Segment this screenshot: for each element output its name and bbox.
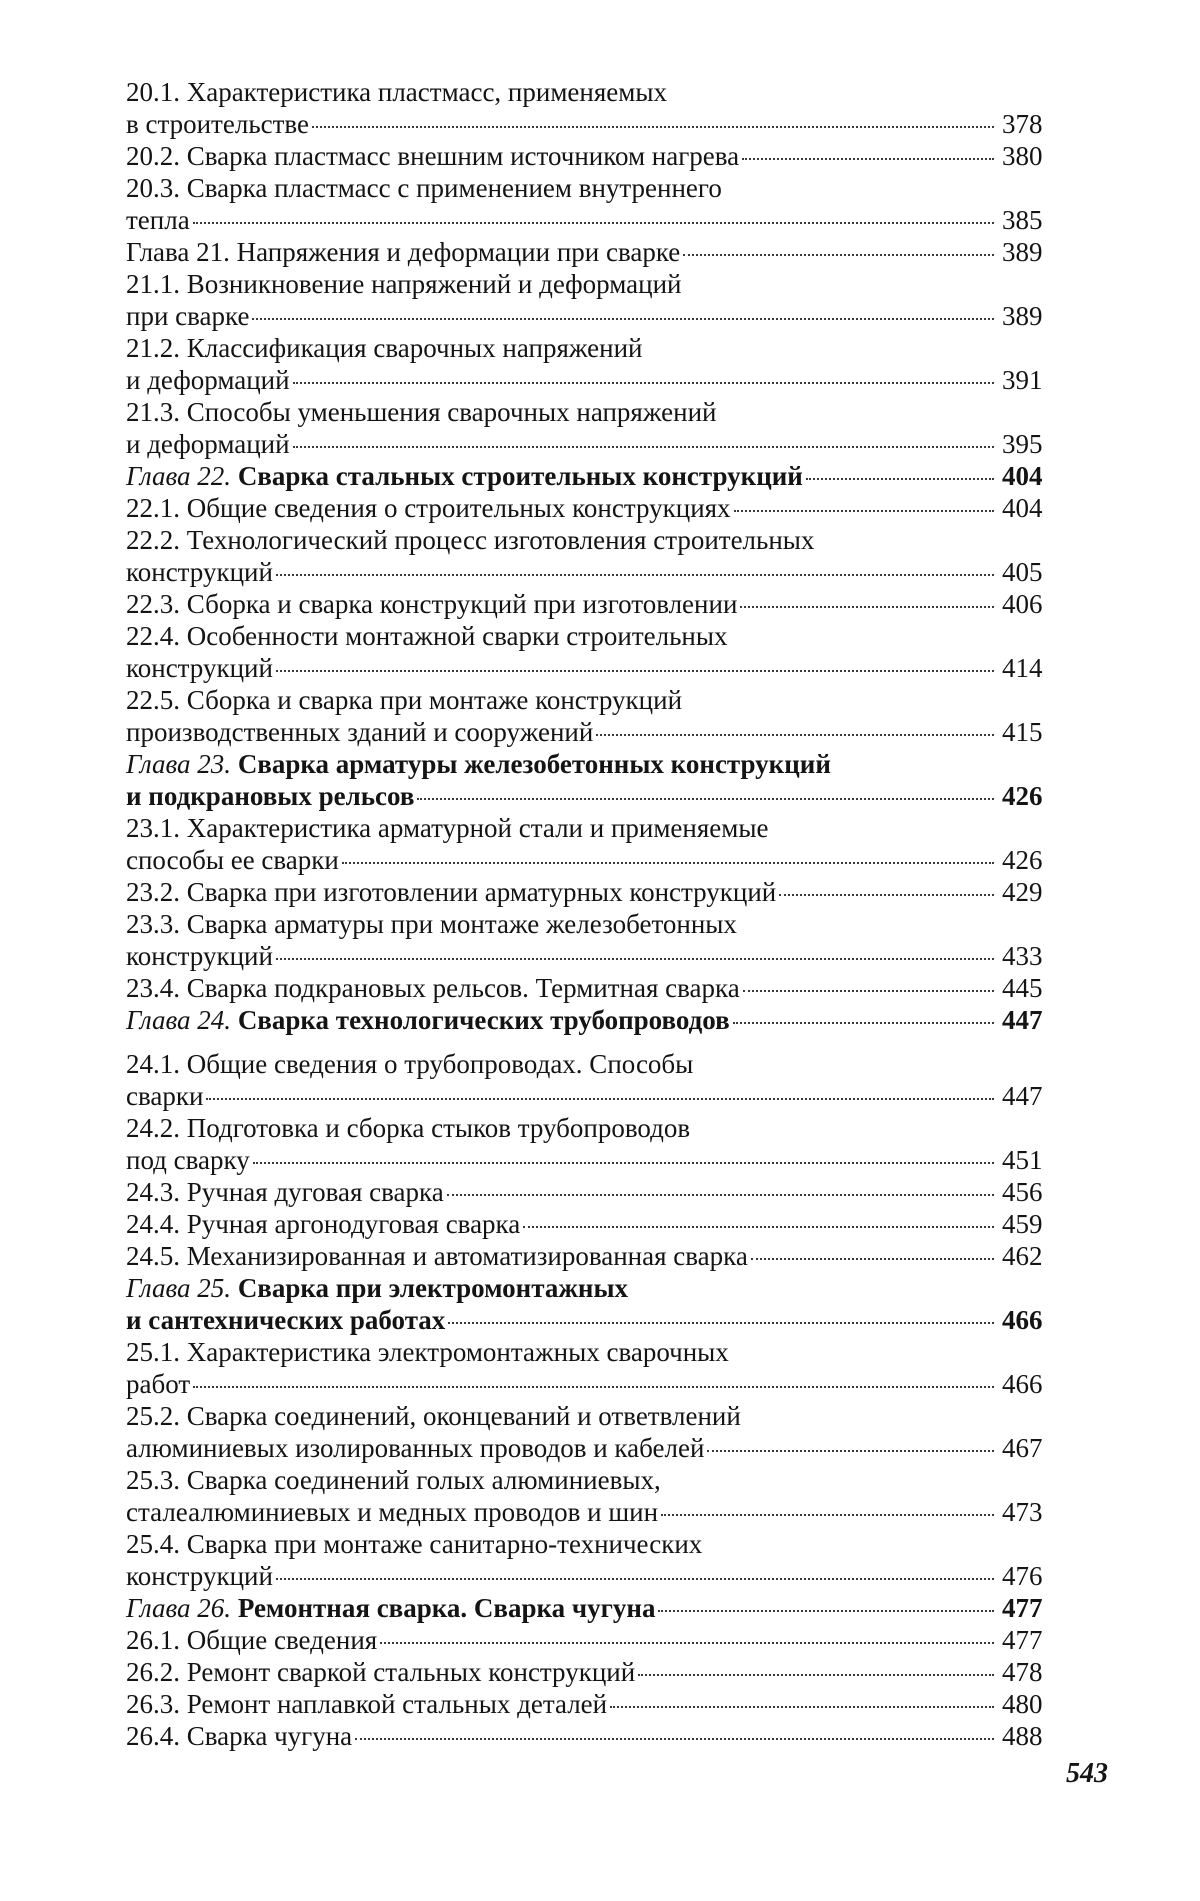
toc-entry-line xyxy=(126,1400,1056,1432)
toc-section-entry xyxy=(126,876,1056,908)
dot-leader xyxy=(658,1610,994,1612)
toc-entry-line xyxy=(126,1720,1056,1752)
toc-page-ref: 476 xyxy=(1002,1561,1043,1591)
dot-leader xyxy=(276,574,994,576)
toc-entry-title: Сварка пластмасс внешним источником нагрева xyxy=(186,141,740,171)
toc-page-ref: 445 xyxy=(1002,973,1043,1003)
toc-section-entry xyxy=(126,1240,1056,1272)
toc-entry-title: Классификация сварочных напряжений xyxy=(186,333,643,363)
toc-section-entry xyxy=(126,1656,1056,1688)
toc-entry-line xyxy=(126,172,1056,204)
toc-page-ref: 385 xyxy=(1002,205,1043,235)
toc-entry-line xyxy=(126,300,1056,332)
dot-leader xyxy=(293,382,994,384)
toc-entry-title: Ремонтная сварка. Сварка чугуна xyxy=(237,1593,656,1623)
toc-entry-title: под сварку xyxy=(126,1145,250,1175)
toc-chapter-entry xyxy=(126,1272,1056,1336)
dot-leader xyxy=(252,318,994,320)
section-number: 22.2. xyxy=(126,525,180,555)
toc-section-entry xyxy=(126,1688,1056,1720)
toc-section-entry xyxy=(126,972,1056,1004)
toc-page-ref: 466 xyxy=(1002,1369,1043,1399)
dot-leader xyxy=(733,1022,994,1024)
toc-entry-line xyxy=(126,844,1056,876)
toc-entry-title: Ручная дуговая сварка xyxy=(186,1177,444,1207)
toc-section-entry xyxy=(126,1176,1056,1208)
toc-page-ref: 391 xyxy=(1002,365,1043,395)
toc-entry-line xyxy=(126,1464,1056,1496)
toc-entry-title: Общие сведения xyxy=(186,1625,378,1655)
toc-section-entry xyxy=(126,1624,1056,1656)
toc-entry-title: Ремонт сваркой стальных конструкций xyxy=(186,1657,636,1687)
toc-entry-line xyxy=(126,652,1056,684)
table-of-contents xyxy=(126,76,1056,1752)
toc-page-ref: 456 xyxy=(1002,1177,1043,1207)
toc-entry-title: Сварка соединений голых алюминиевых, xyxy=(186,1465,661,1495)
toc-entry-line xyxy=(126,396,1056,428)
toc-entry-title: Способы уменьшения сварочных напряжений xyxy=(186,397,717,427)
toc-entry-line xyxy=(126,716,1056,748)
toc-page-ref: 405 xyxy=(1002,557,1043,587)
toc-entry-title: Особенности монтажной сварки строительных xyxy=(186,621,728,651)
section-number: 24.2. xyxy=(126,1113,180,1143)
section-number: 26.1. xyxy=(126,1625,180,1655)
toc-entry-line xyxy=(126,332,1056,364)
dot-leader xyxy=(342,862,994,864)
toc-entry-title: конструкций xyxy=(126,941,273,971)
toc-page-ref: 447 xyxy=(1002,1005,1043,1035)
toc-entry-line xyxy=(126,140,1056,172)
toc-entry-title: Сварка подкрановых рельсов. Термитная сварка xyxy=(186,973,740,1003)
toc-entry-line xyxy=(126,1528,1056,1560)
toc-page-ref: 447 xyxy=(1002,1081,1043,1111)
dot-leader xyxy=(742,158,994,160)
section-number: 20.1. xyxy=(126,77,180,107)
toc-entry-title: при сварке xyxy=(126,301,250,331)
toc-entry-line xyxy=(126,1336,1056,1368)
section-number: 25.3. xyxy=(126,1465,180,1495)
toc-entry-line xyxy=(126,748,1056,780)
chapter-number: Глава 25. xyxy=(126,1273,232,1303)
toc-page-ref: 467 xyxy=(1002,1433,1043,1463)
toc-entry-title: производственных зданий и сооружений xyxy=(126,717,594,747)
section-number: 21.2. xyxy=(126,333,180,363)
section-number: 24.3. xyxy=(126,1177,180,1207)
dot-leader xyxy=(596,734,994,736)
chapter-number: Глава 26. xyxy=(126,1593,232,1623)
toc-entry-title: способы ее сварки xyxy=(126,845,339,875)
toc-entry-title: Ручная аргонодуговая сварка xyxy=(186,1209,521,1239)
toc-entry-title: работ xyxy=(126,1369,191,1399)
section-number: 23.1. xyxy=(126,813,180,843)
toc-entry-title: в строительстве xyxy=(126,109,309,139)
toc-page-ref: 473 xyxy=(1002,1497,1043,1527)
section-number: 25.1. xyxy=(126,1337,180,1367)
section-number: 24.5. xyxy=(126,1241,180,1271)
toc-chapter-entry xyxy=(126,1004,1056,1036)
dot-leader xyxy=(638,1674,994,1676)
toc-page-ref: 389 xyxy=(1002,237,1043,267)
dot-leader xyxy=(276,1578,994,1580)
toc-entry-line xyxy=(126,972,1056,1004)
toc-page-ref: 488 xyxy=(1002,1721,1043,1751)
toc-entry-line xyxy=(126,1368,1056,1400)
dot-leader xyxy=(523,1226,994,1228)
toc-entry-line xyxy=(126,492,1056,524)
toc-entry-title: Сварка при электромонтажных xyxy=(237,1273,629,1303)
toc-entry-title: Возникновение напряжений и деформаций xyxy=(186,269,682,299)
toc-entry-line xyxy=(126,1240,1056,1272)
section-number: 26.4. xyxy=(126,1721,180,1751)
toc-section-entry xyxy=(126,76,1056,140)
section-number: 25.2. xyxy=(126,1401,180,1431)
toc-entry-line xyxy=(126,684,1056,716)
toc-entry-line xyxy=(126,1592,1056,1624)
toc-entry-title: Характеристика пластмасс, применяемых xyxy=(186,77,667,107)
toc-entry-title: Ремонт наплавкой стальных деталей xyxy=(186,1689,608,1719)
section-number: 23.2. xyxy=(126,877,180,907)
toc-entry-line xyxy=(126,1560,1056,1592)
toc-section-entry xyxy=(126,620,1056,684)
toc-entry-title: Характеристика электромонтажных сварочных xyxy=(186,1337,729,1367)
section-number: 24.4. xyxy=(126,1209,180,1239)
section-number: 24.1. xyxy=(126,1049,180,1079)
dot-leader xyxy=(707,1450,994,1452)
toc-entry-line xyxy=(126,876,1056,908)
toc-section-entry xyxy=(126,588,1056,620)
toc-entry-title: Сварка стальных строительных конструкций xyxy=(237,461,803,491)
chapter-number: Глава 22. xyxy=(126,461,232,491)
toc-entry-line xyxy=(126,1304,1056,1336)
section-number: 26.2. xyxy=(126,1657,180,1687)
toc-entry-title: Характеристика арматурной стали и применяемые xyxy=(186,813,769,843)
section-number: 23.3. xyxy=(126,909,180,939)
toc-section-entry xyxy=(126,140,1056,172)
toc-page-ref: 451 xyxy=(1002,1145,1043,1175)
toc-entry-title: конструкций xyxy=(126,557,273,587)
dot-leader xyxy=(743,990,994,992)
dot-leader xyxy=(206,1098,994,1100)
toc-entry-line xyxy=(126,108,1056,140)
toc-section-entry xyxy=(126,1048,1056,1112)
toc-section-entry xyxy=(126,908,1056,972)
toc-entry-line xyxy=(126,556,1056,588)
toc-entry-line xyxy=(126,1004,1056,1036)
dot-leader xyxy=(417,798,994,800)
toc-entry-title: сварки xyxy=(126,1081,204,1111)
toc-page-ref: 378 xyxy=(1002,109,1043,139)
toc-page-ref: 459 xyxy=(1002,1209,1043,1239)
toc-page-ref: 426 xyxy=(1002,845,1043,875)
toc-section-entry xyxy=(126,332,1056,396)
section-number: 22.1. xyxy=(126,493,180,523)
toc-entry-line xyxy=(126,1688,1056,1720)
toc-entry-title: Сварка чугуна xyxy=(186,1721,353,1751)
toc-page-ref: 429 xyxy=(1002,877,1043,907)
toc-entry-title: тепла xyxy=(126,205,190,235)
toc-page-ref: 395 xyxy=(1002,429,1043,459)
section-number: 22.4. xyxy=(126,621,180,651)
toc-section-entry xyxy=(126,268,1056,332)
toc-page-ref: 466 xyxy=(1002,1305,1043,1335)
toc-entry-title: Сборка и сварка при монтаже конструкций xyxy=(186,685,683,715)
toc-section-entry xyxy=(126,684,1056,748)
toc-entry-title: Технологический процесс изготовления строительных xyxy=(186,525,815,555)
dot-leader xyxy=(447,1194,994,1196)
toc-entry-title: и сантехнических работах xyxy=(126,1305,446,1335)
toc-entry-line xyxy=(126,812,1056,844)
dot-leader xyxy=(380,1642,994,1644)
dot-leader xyxy=(293,446,994,448)
chapter-number: Глава 24. xyxy=(126,1005,232,1035)
toc-entry-line xyxy=(126,460,1056,492)
toc-entry-line xyxy=(126,588,1056,620)
section-number: 23.4. xyxy=(126,973,180,1003)
toc-page-ref: 426 xyxy=(1002,781,1043,811)
section-number: 20.2. xyxy=(126,141,180,171)
toc-entry-line xyxy=(126,1624,1056,1656)
dot-leader xyxy=(448,1322,994,1324)
dot-leader xyxy=(779,894,994,896)
section-number: 22.3. xyxy=(126,589,180,619)
toc-entry-line xyxy=(126,1112,1056,1144)
toc-entry-line xyxy=(126,1656,1056,1688)
toc-entry-title: и деформаций xyxy=(126,365,290,395)
section-number: 26.3. xyxy=(126,1689,180,1719)
toc-section-entry xyxy=(126,524,1056,588)
toc-entry-title: Сварка при монтаже санитарно-технических xyxy=(186,1529,703,1559)
toc-page-ref: 477 xyxy=(1002,1625,1043,1655)
dot-leader xyxy=(312,126,994,128)
toc-entry-line xyxy=(126,1080,1056,1112)
chapter-number: Глава 23. xyxy=(126,749,232,779)
section-number: 20.3. xyxy=(126,173,180,203)
dot-leader xyxy=(253,1162,994,1164)
toc-page-ref: 389 xyxy=(1002,301,1043,331)
toc-entry-line xyxy=(126,940,1056,972)
toc-entry-title: и деформаций xyxy=(126,429,290,459)
toc-section-entry xyxy=(126,812,1056,876)
toc-page-ref: 478 xyxy=(1002,1657,1043,1687)
dot-leader xyxy=(751,1258,994,1260)
toc-entry-line xyxy=(126,908,1056,940)
toc-page-ref: 462 xyxy=(1002,1241,1043,1271)
toc-chapter-entry xyxy=(126,748,1056,812)
toc-entry-line xyxy=(126,236,1056,268)
toc-entry-title: Сварка технологических трубопроводов xyxy=(237,1005,730,1035)
toc-chapter-entry xyxy=(126,460,1056,492)
toc-chapter-entry xyxy=(126,1592,1056,1624)
toc-entry-line xyxy=(126,524,1056,556)
toc-page-ref: 477 xyxy=(1002,1593,1043,1623)
dot-leader xyxy=(806,478,994,480)
toc-entry-line xyxy=(126,204,1056,236)
toc-entry-title: Сварка арматуры железобетонных конструкций xyxy=(237,749,831,779)
section-number: 22.5. xyxy=(126,685,180,715)
dot-leader xyxy=(734,510,994,512)
toc-entry-title: Общие сведения о трубопроводах. Способы xyxy=(186,1049,694,1079)
toc-entry-line xyxy=(126,428,1056,460)
toc-page-ref: 406 xyxy=(1002,589,1043,619)
toc-entry-title: Сварка арматуры при монтаже железобетонных xyxy=(186,909,737,939)
dot-leader xyxy=(355,1738,994,1740)
dot-leader xyxy=(740,606,994,608)
toc-entry-title: Сварка соединений, оконцеваний и ответвлений xyxy=(186,1401,741,1431)
toc-page-ref: 433 xyxy=(1002,941,1043,971)
dot-leader xyxy=(683,254,994,256)
section-number: Глава 21. xyxy=(126,237,230,267)
toc-entry-line xyxy=(126,268,1056,300)
toc-entry-line xyxy=(126,1144,1056,1176)
toc-entry-title: Сварка пластмасс с применением внутреннего xyxy=(186,173,722,203)
section-number: 21.3. xyxy=(126,397,180,427)
toc-entry-line xyxy=(126,1432,1056,1464)
toc-entry-line xyxy=(126,1176,1056,1208)
toc-entry-title: и подкрановых рельсов xyxy=(126,781,415,811)
toc-entry-title: алюминиевых изолированных проводов и кабелей xyxy=(126,1433,705,1463)
toc-entry-title: Сборка и сварка конструкций при изготовлении xyxy=(186,589,738,619)
toc-entry-title: конструкций xyxy=(126,1561,273,1591)
toc-page-ref: 404 xyxy=(1002,493,1043,523)
toc-section-entry xyxy=(126,236,1056,268)
toc-entry-title: Сварка при изготовлении арматурных конструкций xyxy=(186,877,777,907)
toc-entry-line xyxy=(126,780,1056,812)
toc-section-entry xyxy=(126,1720,1056,1752)
toc-page-ref: 380 xyxy=(1002,141,1043,171)
dot-leader xyxy=(193,1386,994,1388)
toc-entry-line xyxy=(126,1272,1056,1304)
toc-section-entry xyxy=(126,1208,1056,1240)
toc-entry-title: Напряжения и деформации при сварке xyxy=(236,237,681,267)
section-number: 21.1. xyxy=(126,269,180,299)
toc-section-entry xyxy=(126,1528,1056,1592)
dot-leader xyxy=(276,670,994,672)
toc-entry-title: Механизированная и автоматизированная сварка xyxy=(186,1241,748,1271)
toc-entry-line xyxy=(126,364,1056,396)
toc-entry-title: сталеалюминиевых и медных проводов и шин xyxy=(126,1497,659,1527)
toc-entry-title: Общие сведения о строительных конструкциях xyxy=(186,493,731,523)
toc-section-entry xyxy=(126,1400,1056,1464)
toc-page-ref: 415 xyxy=(1002,717,1043,747)
toc-page-ref: 404 xyxy=(1002,461,1043,491)
toc-entry-line xyxy=(126,1048,1056,1080)
toc-section-entry xyxy=(126,396,1056,460)
toc-entry-line xyxy=(126,1496,1056,1528)
section-number: 25.4. xyxy=(126,1529,180,1559)
toc-section-entry xyxy=(126,172,1056,236)
toc-section-entry xyxy=(126,1336,1056,1400)
dot-leader xyxy=(661,1514,994,1516)
toc-section-entry xyxy=(126,1464,1056,1528)
toc-entry-line xyxy=(126,620,1056,652)
toc-entry-line xyxy=(126,1208,1056,1240)
dot-leader xyxy=(276,958,994,960)
toc-entry-title: Подготовка и сборка стыков трубопроводов xyxy=(186,1113,691,1143)
dot-leader xyxy=(193,222,994,224)
dot-leader xyxy=(610,1706,994,1708)
toc-page-ref: 414 xyxy=(1002,653,1043,683)
toc-section-entry xyxy=(126,1112,1056,1176)
toc-entry-title: конструкций xyxy=(126,653,273,683)
toc-entry-line xyxy=(126,76,1056,108)
page-number: 543 xyxy=(1066,1758,1108,1789)
toc-page-ref: 480 xyxy=(1002,1689,1043,1719)
toc-section-entry xyxy=(126,492,1056,524)
